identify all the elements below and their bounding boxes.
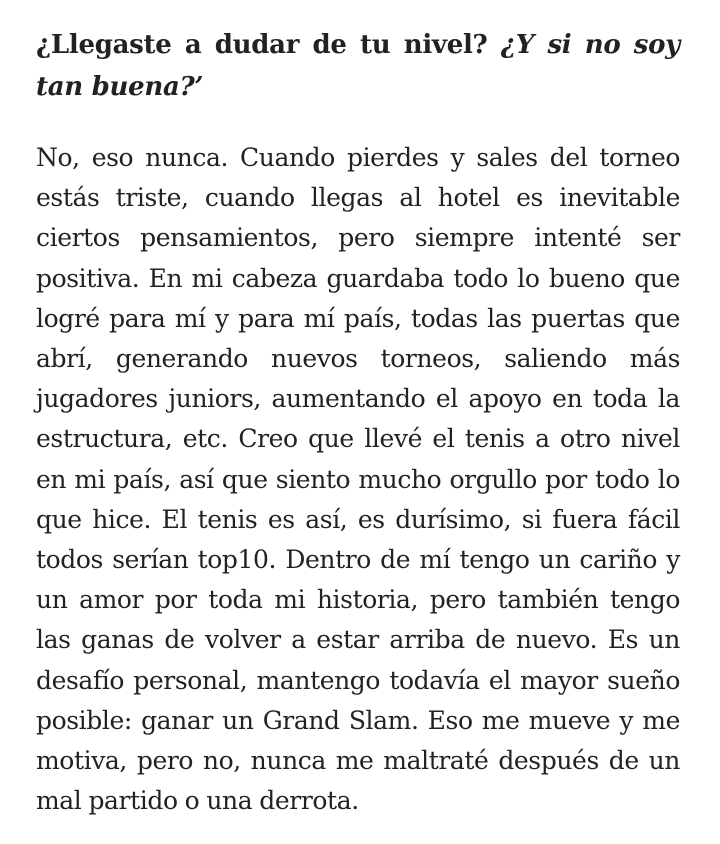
question-italic-text: ¿Y si no soy tan buena?’ xyxy=(36,30,680,102)
question-text: ¿Llegaste a dudar de tu nivel? xyxy=(36,30,501,60)
interview-answer: No, eso nunca. Cuando pierdes y sales del torneo estás triste, cuando llegas al hotel es inevitable ciertos pensamientos, pero siempre intenté ser positiva. En mi cabeza guardaba todo lo bueno que logré para mí y para mí país, todas las puertas que abrí, generando nuevos torneos, saliendo más jugadores juniors, aumentando el apoyo en toda la estructura, etc. Creo que llevé el tenis a otro nivel en mi país, así que siento mucho orgullo por todo lo que hice. El tenis es así, es durísimo, si fuera fácil todos serían top10. Dentro de mí tengo un cariño y un amor por toda mi historia, pero también tengo las ganas de volver a estar arriba de nuevo. Es un desafío personal, mantengo todavía el mayor sueño posible: ganar un Grand Slam. Eso me mueve y me motiva, pero no, nunca me maltraté después de un mal partido o una derrota. xyxy=(36,143,680,816)
interview-article xyxy=(36,24,680,821)
interview-question xyxy=(36,24,680,108)
